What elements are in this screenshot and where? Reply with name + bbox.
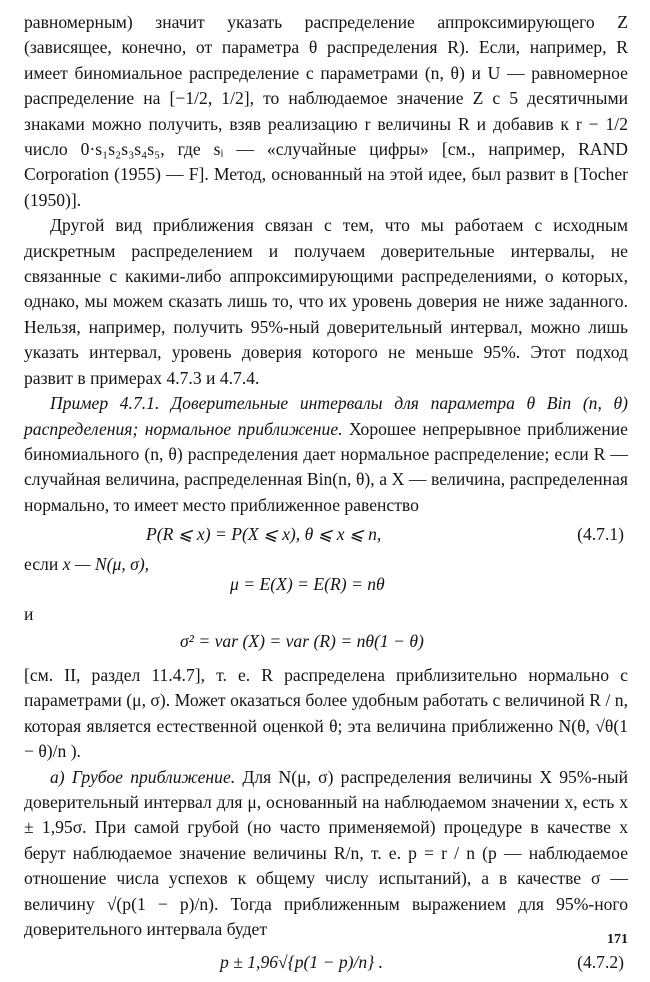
paragraph-and: и bbox=[24, 603, 34, 624]
formula-4-7-2-number: (4.7.2) bbox=[577, 952, 624, 973]
formula-sigma-expr: σ² = var (X) = var (R) = nθ(1 − θ) bbox=[180, 630, 424, 651]
paragraph-2: Другой вид приближения связан с тем, что мы работаем с исходным дискретным распределением и получаем доверительные интервалы, не связанные с какими-либо аппроксимирующими распределениями, о которых, однако, мы можем сказать лишь то, что их уровень доверия не ниже заданного. Нельзя, например, получить 95%-ный доверительный интервал, можно лишь указать интервал, уровень доверия которого не меньше 95%. Этот подход развит в примерах 4.7.3 и 4.7.4. bbox=[24, 215, 628, 388]
formula-mu-expr: μ = E(X) = E(R) = nθ bbox=[230, 573, 385, 594]
formula-4-7-2-expr: p ± 1,96√{p(1 − p)/n} . bbox=[220, 952, 384, 973]
formula-4-7-1 bbox=[24, 518, 628, 552]
formula-4-7-2 bbox=[24, 942, 628, 982]
if-word: если bbox=[24, 554, 59, 575]
paragraph-7 bbox=[24, 765, 628, 943]
formula-mu bbox=[24, 574, 628, 602]
example-paragraph bbox=[24, 391, 628, 518]
formula-sigma bbox=[24, 627, 628, 663]
example-body: Хорошее непрерывное приближение биномиального (n, θ) распределения дает нормальное распределение; если R — случайная величина, распределенная Bin(n, θ), а X — величина, распределенная нормально, то имеет место приближенное равенство bbox=[24, 418, 628, 515]
formula-4-7-1-expr: P(R ⩽ x) = P(X ⩽ x), θ ⩽ x ⩽ n, bbox=[146, 524, 382, 545]
if-expr: x — N(μ, σ), bbox=[62, 554, 150, 575]
rough-approx-body: Для N(μ, σ) распределения величины X 95%-ный доверительный интервал для μ, основанный на наблюдаемом значении x, есть x ± 1,95σ. При самой грубой (но часто применяемой) процедуре в качестве x берут наблюдаемое значение величины R/n, т. е. p = r / n (p — наблюдаемое отношение числа успехов к общему числу испытаний), а в качестве σ — величину √(p(1 − p)/n). Тогда приближенным выражением для 95%-ного доверительного интервала будет bbox=[24, 766, 629, 939]
document-page bbox=[24, 10, 628, 982]
example-title: Пример 4.7.1. Доверительные интервалы для параметра θ Bin (n, θ) распределения; нормальное приближение. bbox=[24, 393, 628, 439]
paragraph-1: равномерным) значит указать распределение аппроксимирующего Z (зависящее, конечно, от параметра θ распределения R). Если, например, R имеет биномиальное распределение с параметрами (n, θ) и U — равномерное распределение на [−1/2, 1/2], то наблюдаемое значение Z с 5 десятичными знаками можно получить, взяв реализацию r величины R и добавив к r − 1/2 число 0·s₁s₂s₃s₄s₅, где sᵢ — «случайные цифры» [см., например, RAND Corporation (1955) — F]. Метод, основанный на этой идее, был развит в [Tocher (1950)]. bbox=[24, 12, 628, 210]
paragraph-6: [см. II, раздел 11.4.7], т. е. R распределена приблизительно нормально с параметрами (μ, σ). Может оказаться более удобным работать с величиной R / n, которая является естественной оценкой θ; эта величина приближенно N(θ, √θ(1 − θ)/n ). bbox=[24, 664, 628, 762]
rough-approx-label: а) Грубое приближение. bbox=[50, 766, 236, 787]
page-number: 171 bbox=[607, 932, 628, 947]
formula-4-7-1-number: (4.7.1) bbox=[577, 524, 624, 545]
